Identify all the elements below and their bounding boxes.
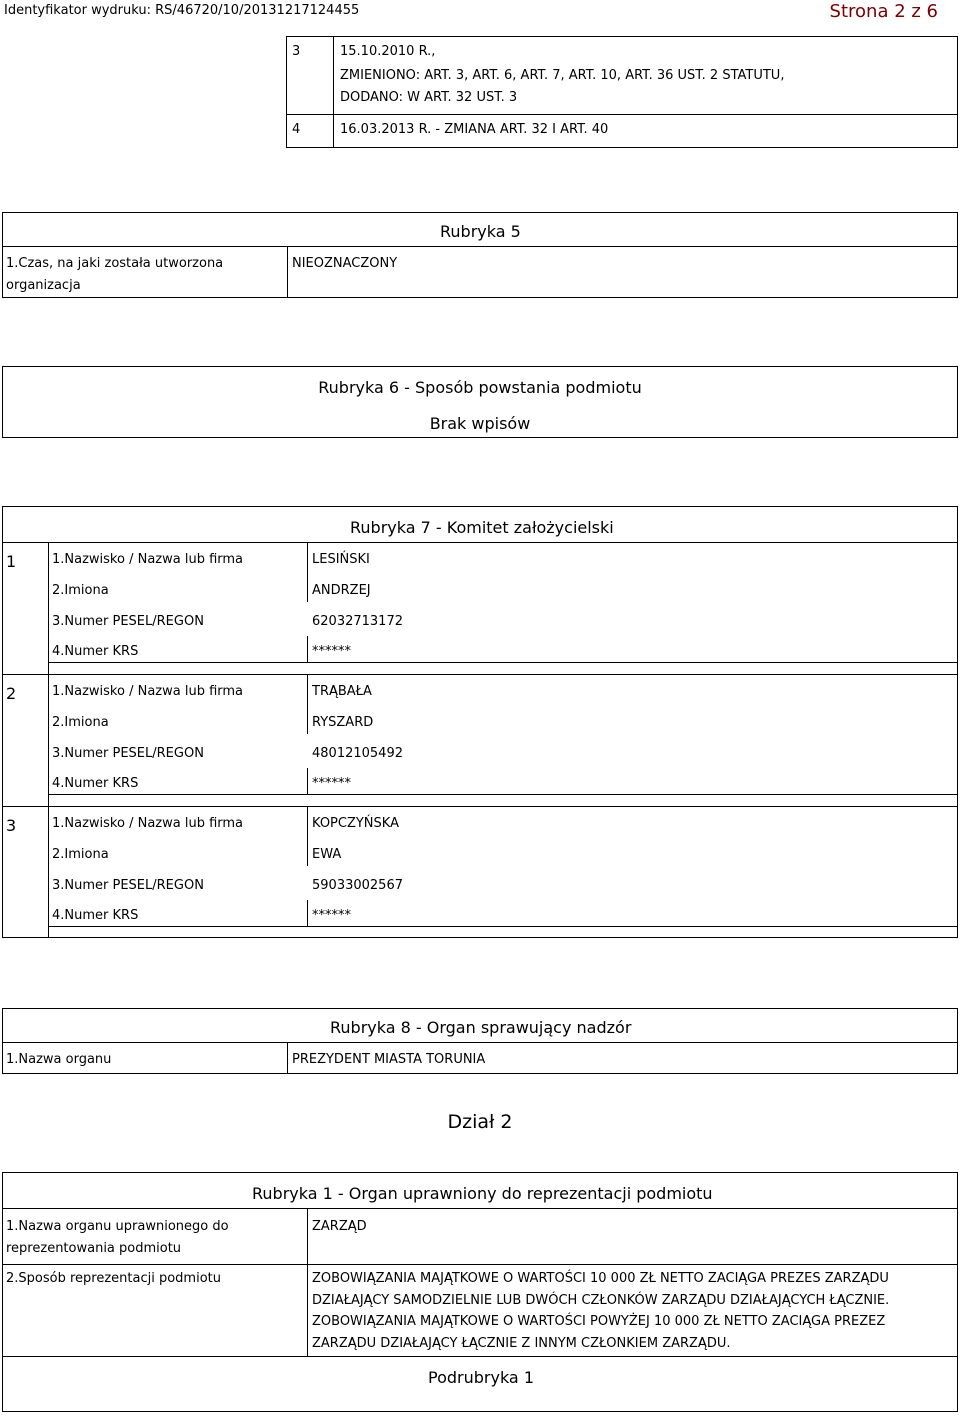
pesel-label: 3.Numer PESEL/REGON: [52, 746, 204, 761]
history-num: 4: [292, 122, 301, 137]
krs-value: ******: [312, 908, 351, 923]
rubryka8-title: Rubryka 8 - Organ sprawujący nadzór: [330, 1018, 632, 1037]
krs-value: ******: [312, 644, 351, 659]
member-number: 1: [6, 552, 17, 571]
member-number: 2: [6, 684, 17, 703]
krs-label: 4.Numer KRS: [52, 776, 139, 791]
pesel-label: 3.Numer PESEL/REGON: [52, 614, 204, 629]
dzial2-title: Dział 2: [447, 1111, 513, 1133]
names-value: RYSZARD: [312, 715, 374, 730]
krs-label: 4.Numer KRS: [52, 644, 139, 659]
names-label: 2.Imiona: [52, 583, 109, 598]
surname-value: LESIŃSKI: [312, 552, 370, 567]
representation-value-line: ZOBOWIĄZANIA MAJĄTKOWE O WARTOŚCI 10 000 ZŁ NETTO ZACIĄGA PREZES ZARZĄDU: [312, 1271, 889, 1286]
rubryka7-title: Rubryka 7 - Komitet założycielski: [350, 518, 614, 537]
names-label: 2.Imiona: [52, 847, 109, 862]
member-number: 3: [6, 816, 17, 835]
pesel-value: 48012105492: [312, 746, 403, 761]
surname-value: TRĄBAŁA: [312, 684, 372, 699]
representation-label: 2.Sposób reprezentacji podmiotu: [6, 1271, 221, 1286]
history-text-line: DODANO: W ART. 32 UST. 3: [340, 90, 518, 105]
representation-value-line: ZOBOWIĄZANIA MAJĄTKOWE O WARTOŚCI POWYŻEJ 10 000 ZŁ NETTO ZACIĄGA PREZEZ: [312, 1314, 886, 1329]
surname-label: 1.Nazwisko / Nazwa lub firma: [52, 684, 244, 699]
names-value: EWA: [312, 847, 342, 862]
history-num: 3: [292, 44, 301, 59]
names-value: ANDRZEJ: [312, 583, 371, 598]
rubryka5-title: Rubryka 5: [440, 222, 521, 241]
rubryka5-label-cont: organizacja: [6, 278, 81, 293]
rubryka5-label: 1.Czas, na jaki została utworzona: [6, 256, 224, 271]
page-number: Strona 2 z 6: [829, 1, 938, 22]
rubryka5-value: NIEOZNACZONY: [292, 256, 398, 271]
rubryka6-value: Brak wpisów: [429, 414, 531, 433]
names-label: 2.Imiona: [52, 715, 109, 730]
pesel-value: 62032713172: [312, 614, 403, 629]
rubryka7-section: [2, 506, 958, 938]
history-text-line: ZMIENIONO: ART. 3, ART. 6, ART. 7, ART. 10, ART. 36 UST. 2 STATUTU,: [340, 68, 785, 83]
pesel-value: 59033002567: [312, 878, 403, 893]
surname-label: 1.Nazwisko / Nazwa lub firma: [52, 552, 244, 567]
print-identifier: Identyfikator wydruku: RS/46720/10/20131217124455: [4, 3, 360, 18]
krs-label: 4.Numer KRS: [52, 908, 139, 923]
organ-name-label-cont: reprezentowania podmiotu: [6, 1241, 182, 1256]
history-text-line: 16.03.2013 R. - ZMIANA ART. 32 I ART. 40: [340, 122, 609, 137]
dzial2-rubryka1-title: Rubryka 1 - Organ uprawniony do reprezentacji podmiotu: [252, 1184, 713, 1203]
rubryka6-title: Rubryka 6 - Sposób powstania podmiotu: [318, 378, 642, 397]
pesel-label: 3.Numer PESEL/REGON: [52, 878, 204, 893]
representation-value-line: DZIAŁAJĄCY SAMODZIELNIE LUB DWÓCH CZŁONKÓW ZARZĄDU DZIAŁAJĄCYCH ŁĄCZNIE.: [312, 1293, 890, 1308]
podrubryka-title: Podrubryka 1: [428, 1368, 534, 1387]
organ-name-label: 1.Nazwa organu uprawnionego do: [6, 1219, 229, 1234]
surname-label: 1.Nazwisko / Nazwa lub firma: [52, 816, 244, 831]
representation-value-line: ZARZĄDU DZIAŁAJĄCY ŁĄCZNIE Z INNYM CZŁONKIEM ZARZĄDU.: [312, 1336, 731, 1351]
history-text-line: 15.10.2010 R.,: [340, 44, 436, 59]
rubryka8-label: 1.Nazwa organu: [6, 1052, 112, 1067]
organ-name-value: ZARZĄD: [312, 1219, 367, 1234]
rubryka8-value: PREZYDENT MIASTA TORUNIA: [292, 1052, 486, 1067]
krs-value: ******: [312, 776, 351, 791]
surname-value: KOPCZYŃSKA: [312, 816, 399, 831]
